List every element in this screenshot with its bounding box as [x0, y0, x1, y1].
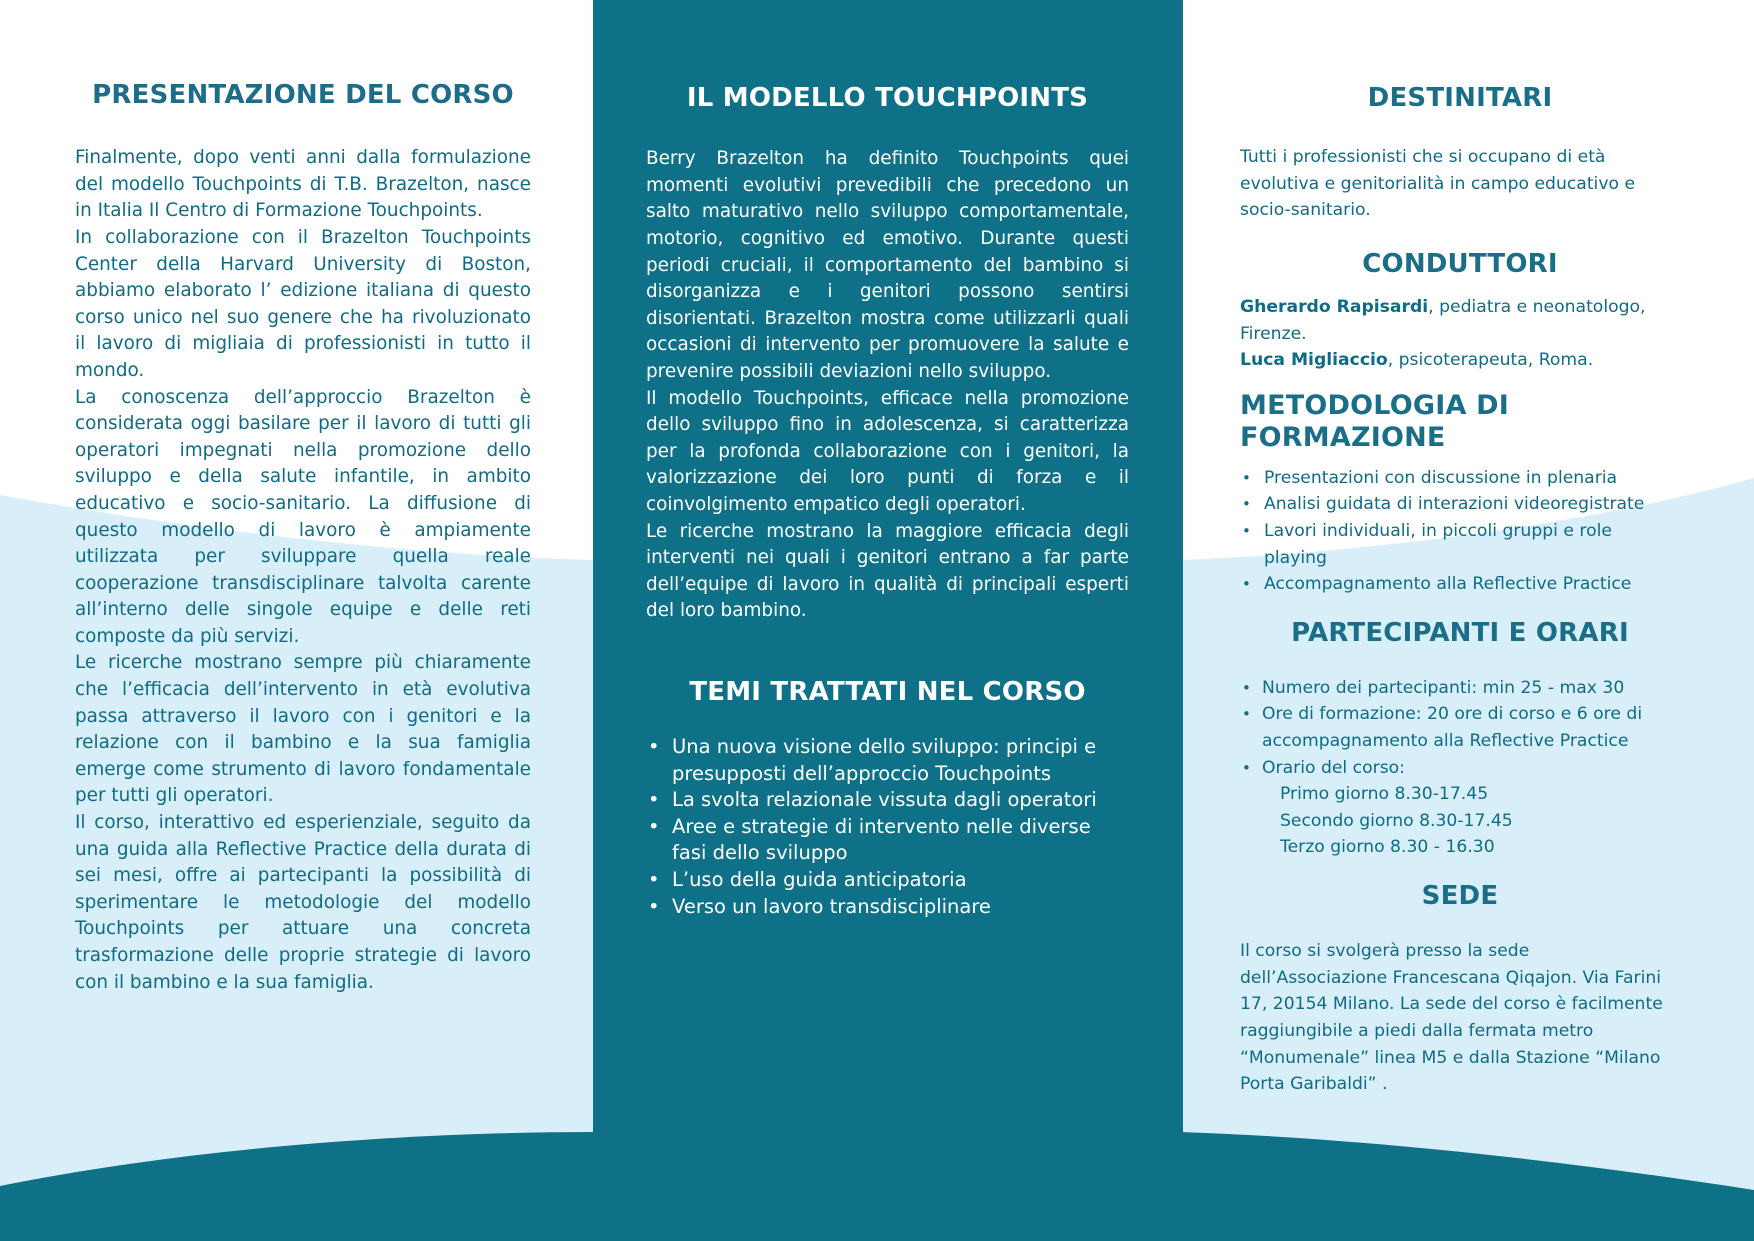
- list-item: • La svolta relazionale vissuta dagli operatori: [646, 787, 1129, 814]
- orari-list: [1262, 781, 1680, 861]
- presentazione-title: PRESENTAZIONE DEL CORSO: [92, 80, 514, 110]
- conduttori-title: CONDUTTORI: [1362, 248, 1558, 279]
- list-item: • Accompagnamento alla Reflective Practice: [1240, 571, 1680, 598]
- conduttore-name: Luca Migliaccio: [1240, 350, 1388, 371]
- conduttore-role: , psicoterapeuta, Roma.: [1387, 350, 1594, 371]
- list-item: • Una nuova visione dello sviluppo: principi e presupposti dell’approccio Touchpoints: [646, 734, 1129, 787]
- presentazione-paragraph: In collaborazione con il Brazelton Touchpoints Center della Harvard University di Boston, abbiamo elaborato l’ edizione italiana di questo corso unico nel suo genere che ha rivoluzionato il lavoro di migliaia di professionisti in tutto il mondo.: [75, 226, 531, 381]
- sede-title: SEDE: [1421, 881, 1499, 912]
- orario-label: Orario del corso:: [1262, 757, 1405, 778]
- presentazione-paragraph: Finalmente, dopo venti anni dalla formulazione del modello Touchpoints di T.B. Brazelton, nasce in Italia Il Centro di Formazione Touchpoints.: [75, 147, 531, 222]
- conduttore-name: Gherardo Rapisardi: [1240, 297, 1429, 318]
- modello-paragraph: Berry Brazelton ha definito Touchpoints quei momenti evolutivi prevedibili che precedono un salto maturativo nello sviluppo comportamentale, motorio, cognitivo ed emotivo. Durante questi periodi cruciali, il comportamento del bambino si disorganizza e i genitori possono sentirsi disorientati. Brazelton mostra come utilizzarli quali occasioni di intervento per promuovere la salute e prevenire possibili deviazioni nello sviluppo.: [646, 148, 1129, 382]
- list-item: • Verso un lavoro transdisciplinare: [646, 894, 1129, 921]
- middle-column: [646, 83, 1129, 920]
- presentazione-paragraph: La conoscenza dell’approccio Brazelton è considerata oggi basilare per il lavoro di tutti gli operatori impegnati nella promozione dello sviluppo e della salute infantile, in ambito educativo e socio-sanitario. La diffusione di questo modello di lavoro è ampiamente utilizzata per sviluppare quella reale cooperazione transdisciplinare talvolta carente all’interno delle singole equipe e delle reti composte da più servizi.: [75, 386, 531, 647]
- sede-text: Il corso si svolgerà presso la sede dell’Associazione Francescana Qiqajon. Via Farini 17, 20154 Milano. La sede del corso è facilmente raggiungibile a piedi dalla fermata metro “Monumenale” linea M5 e dalla Stazione “Milano Porta Garibaldi” .: [1240, 941, 1663, 1095]
- destinitari-text: Tutti i professionisti che si occupano di età evolutiva e genitorialità in campo educativo e socio-sanitario.: [1240, 147, 1636, 221]
- list-item: • Numero dei partecipanti: min 25 - max 30: [1240, 675, 1680, 702]
- presentazione-paragraph: Il corso, interattivo ed esperienziale, seguito da una guida alla Reflective Practice della durata di sei mesi, offre ai partecipanti la possibilità di sperimentare le metodologie del modello Touchpoints per attuare una concreta trasformazione delle proprie strategie di lavoro con il bambino e la sua famiglia.: [75, 812, 531, 993]
- partecipanti-list: [1240, 675, 1680, 861]
- modello-paragraph: Il modello Touchpoints, efficace nella promozione dello sviluppo fino in adolescenza, si caratterizza per la profonda collaborazione con i genitori, la valorizzazione dei loro punti di forza e il coinvolgimento empatico degli operatori.: [646, 387, 1129, 515]
- conduttore-entry: [1240, 294, 1680, 347]
- temi-title: TEMI TRATTATI NEL CORSO: [689, 676, 1086, 707]
- list-item: • Lavori individuali, in piccoli gruppi e role playing: [1240, 518, 1680, 571]
- orario-item: Secondo giorno 8.30-17.45: [1280, 810, 1513, 831]
- metodologia-title: METODOLOGIA DI FORMAZIONE: [1240, 389, 1510, 454]
- list-item: • Ore di formazione: 20 ore di corso e 6 ore di accompagnamento alla Reflective Practice: [1240, 701, 1680, 754]
- list-item: • Aree e strategie di intervento nelle diverse fasi dello sviluppo: [646, 814, 1129, 867]
- orario-item: Terzo giorno 8.30 - 16.30: [1280, 837, 1495, 858]
- destinitari-title: DESTINITARI: [1367, 83, 1553, 113]
- right-column: [1240, 83, 1680, 1098]
- list-item: • L’uso della guida anticipatoria: [646, 867, 1129, 894]
- partecipanti-title: PARTECIPANTI E ORARI: [1291, 617, 1629, 648]
- presentazione-paragraph: Le ricerche mostrano sempre più chiaramente che l’efficacia dell’intervento in età evolutiva passa attraverso il lavoro con i genitori e la relazione con il bambino e la sua famiglia emerge come strumento di lavoro fondamentale per tutti gli operatori.: [75, 652, 531, 807]
- list-item: • Presentazioni con discussione in plenaria: [1240, 465, 1680, 492]
- conduttore-entry: [1240, 347, 1680, 374]
- temi-list: [646, 734, 1129, 920]
- conduttore-role: , pediatra e neonatologo, Firenze.: [1240, 297, 1646, 344]
- metodologia-list: [1240, 465, 1680, 598]
- orario-item: Primo giorno 8.30-17.45: [1280, 784, 1489, 805]
- left-column: [75, 80, 531, 996]
- modello-paragraph: Le ricerche mostrano la maggiore efficacia degli interventi nei quali i genitori entrano a far parte dell’equipe di lavoro in qualità di principali esperti del loro bambino.: [646, 520, 1129, 622]
- list-item: • Analisi guidata di interazioni videoregistrate: [1240, 491, 1680, 518]
- modello-touchpoints-title: IL MODELLO TOUCHPOINTS: [686, 83, 1089, 113]
- list-item: [1240, 755, 1680, 861]
